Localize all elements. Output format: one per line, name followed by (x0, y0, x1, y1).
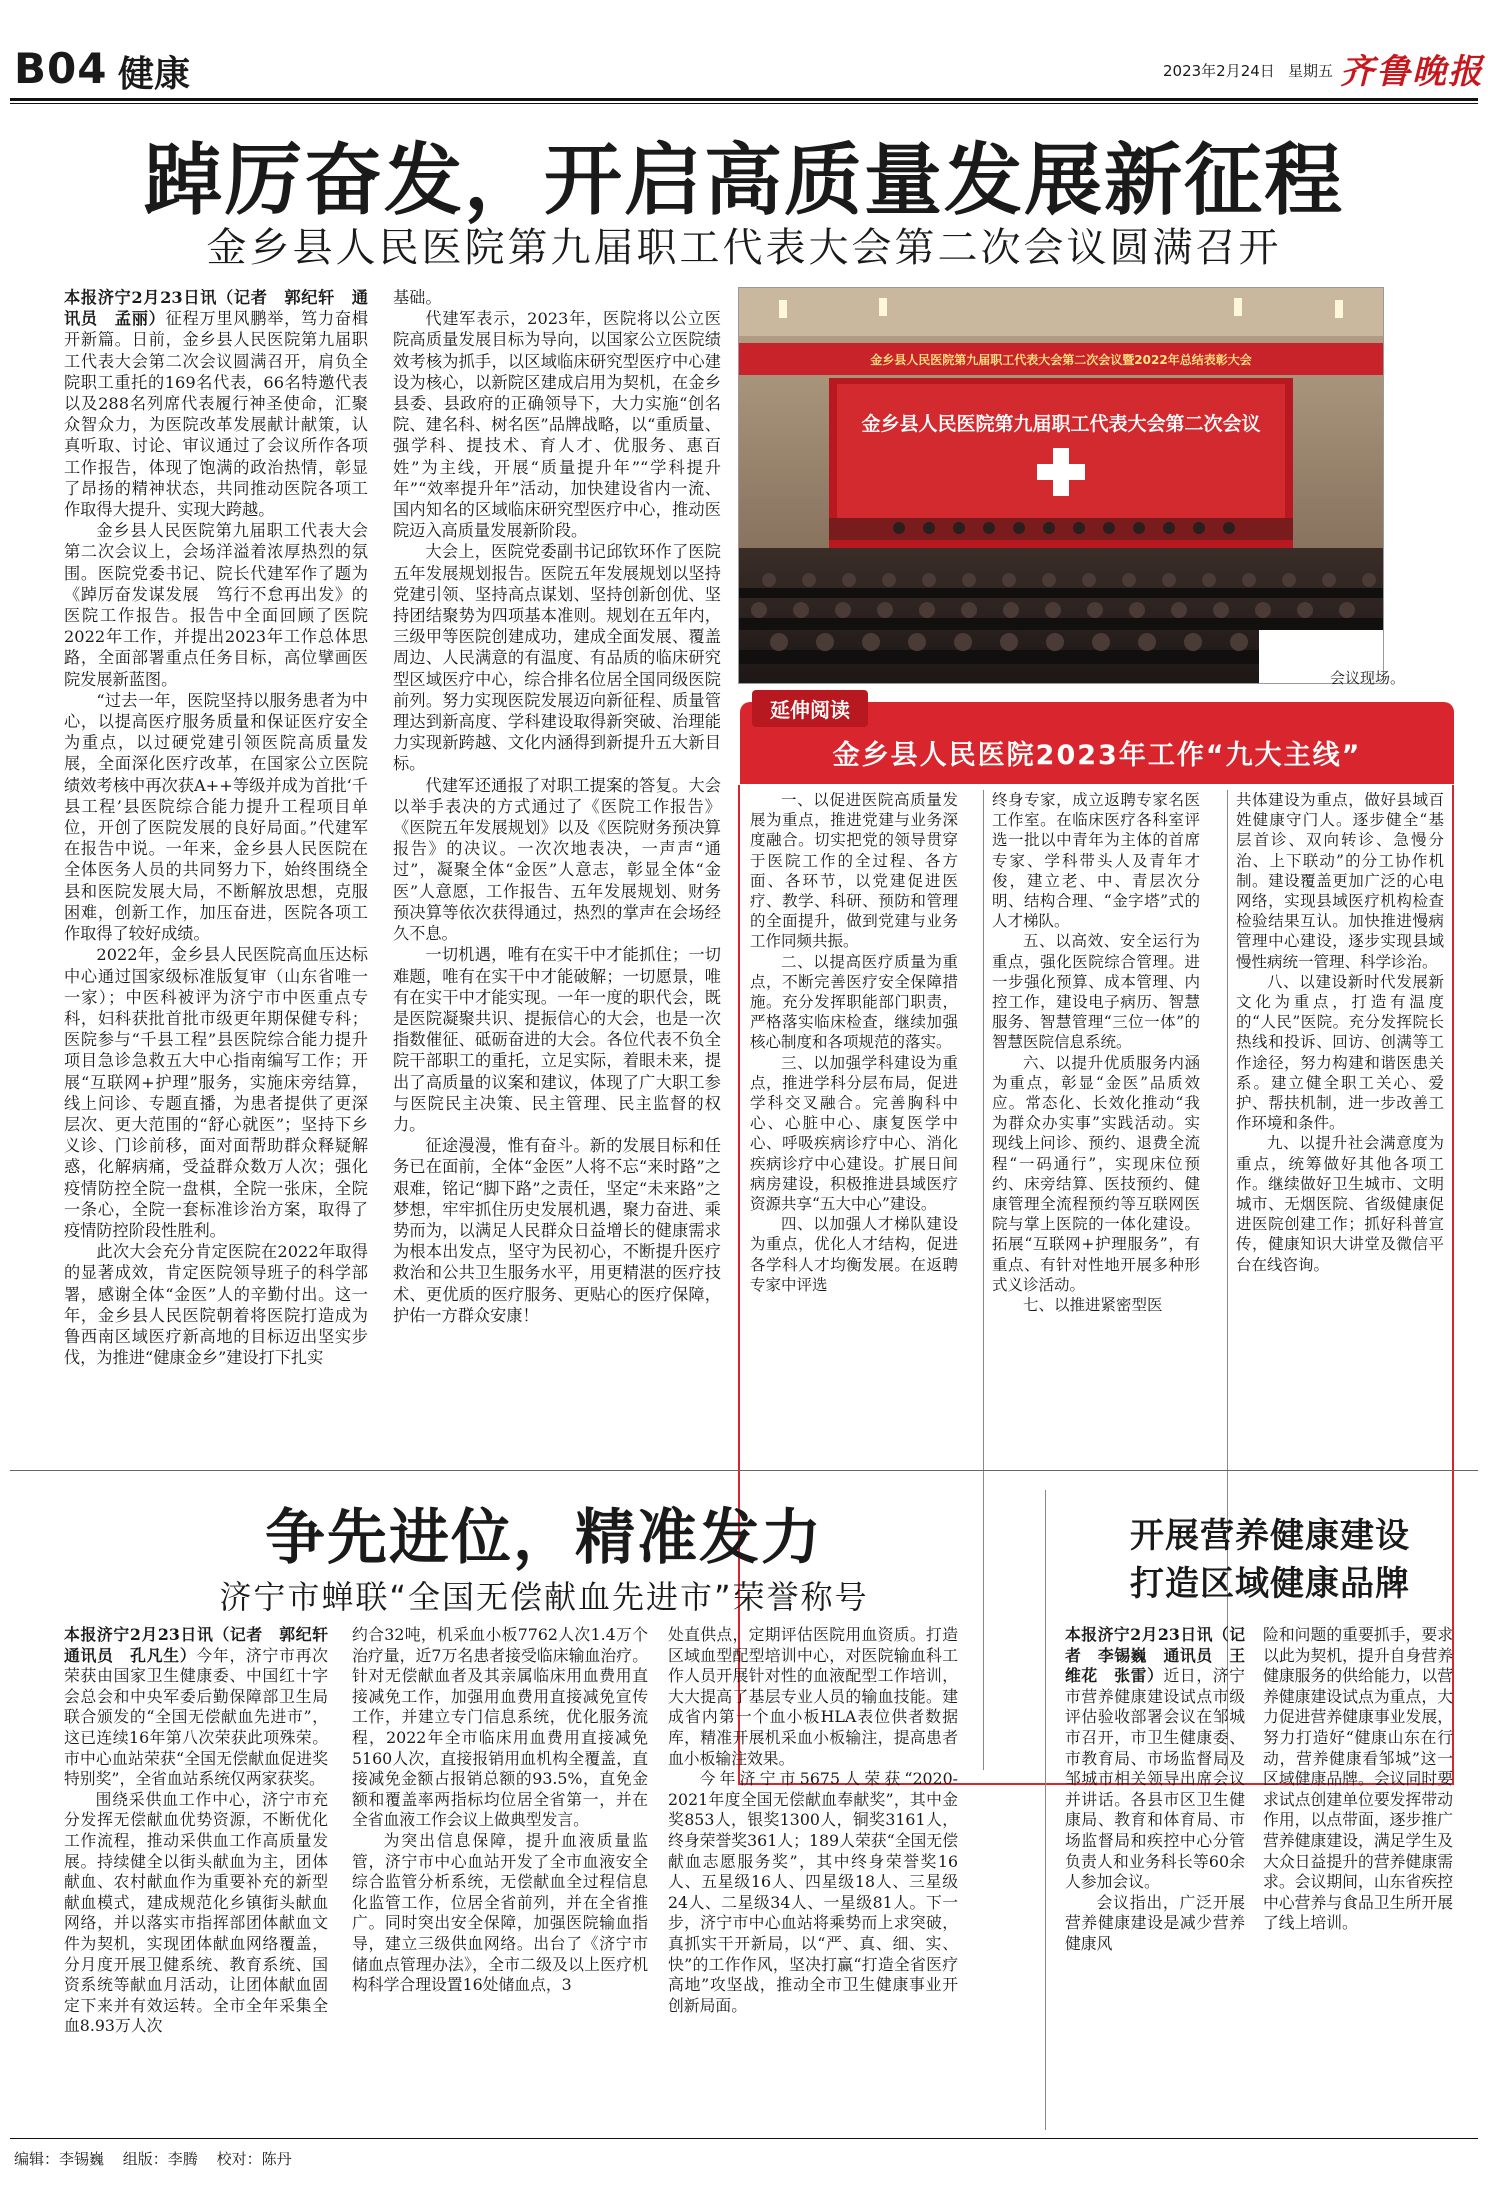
paper-logo: 齐鲁晚报 (1340, 52, 1484, 92)
article1-paragraph: 金乡县人民医院第九届职工代表大会第二次会议上，会场洋溢着浓厚热烈的氛围。医院党委书记、院长代建军作了题为《踔厉奋发谋发展 笃行不怠再出发》的医院工作报告。报告中全面回顾了医院2022年工作，并提出2023年工作总体思路，全面部署重点任务目标，高位擘画医院发展新蓝图。 (64, 521, 368, 689)
extended-reading-tag: 延伸阅读 (752, 690, 868, 727)
article1-paragraph: 大会上，医院党委副书记邱钦环作了医院五年发展规划报告。医院五年发展规划以坚持党建引领、坚持高点谋划、坚持创新创优、坚持团结聚势为四项基本准则。规划在五年内，三级甲等医院创建成功，建成全面发展、覆盖周边、人民满意的有温度、有品质的临床研究型区域医疗中心，综合排名位居全国同级医院前列。努力实现医院发展迈向新征程、质量管理达到新高度、学科建设取得新突破、治理能力实现新跨越、文化内涵得到新提升五大新目标。 (393, 542, 721, 774)
extended-reading-item: 三、以加强学科建设为重点，推进学科分层布局，促进学科交叉融合。完善胸科中心、心脏中心、康复医学中心、呼吸疾病诊疗中心、消化疾病诊疗中心建设。扩展日间病房建设，积极推进县域医疗资源共享“五大中心”建设。 (750, 1053, 958, 1214)
article3-title-line2: 打造区域健康品牌 (1130, 1564, 1410, 1604)
article2-column-3 (668, 1625, 958, 2016)
article1-paragraph: 此次大会充分肯定医院在2022年取得的显著成效，肯定医院领导班子的科学部署，感谢全体“金医”人的辛勤付出。这一年，金乡县人民医院朝着将医院打造成为鲁西南区域医疗新高地的目标迈出坚实步伐，为推进“健康金乡”建设打下扎实 (64, 1242, 368, 1368)
extended-reading-item: 终身专家，成立返聘专家名医工作室。在临床医疗各科室评选一批以中青年为主体的首席专家、学科带头人及青年才俊，建立老、中、青层次分明、结构合理、“金字塔”式的人才梯队。 (992, 791, 1200, 931)
section-divider (10, 1470, 1478, 1471)
extended-reading-title: 金乡县人民医院2023年工作“九大主线” (832, 740, 1362, 771)
page-code: B04 (14, 44, 108, 93)
column-divider (983, 790, 984, 1770)
extended-reading-item: 八、以建设新时代发展新文化为重点，打造有温度的“人民”医院。充分发挥院长热线和投诉、回访、创满等工作途径，努力构建和谐医患关系。建立健全职工关心、爱护、帮扶机制，进一步改善工作环境和条件。 (1236, 972, 1444, 1133)
column-divider (1045, 1490, 1046, 2130)
issue-weekday: 星期五 (1288, 62, 1334, 80)
article3-column-1 (1065, 1625, 1245, 1955)
extended-reading-item: 共体建设为重点，做好县域百姓健康守门人。逐步健全“基层首诊、双向转诊、急慢分治、上下联动”的分工协作机制。建设覆盖更加广泛的心电网络，实现县域医疗机构检查检验结果互认。加快推进慢病管理中心建设，逐步实现县域慢性病统一管理、科学诊治。 (1236, 791, 1444, 971)
article2-paragraph: 今年，济宁市再次荣获由国家卫生健康委、中国红十字会总会和中央军委后勤保障部卫生局联合颁发的“全国无偿献血先进市”，这已连续16年第八次荣获此项殊荣。市中心血站荣获“全国无偿献血促进奖特别奖”，全省血站系统仅两家获奖。 (64, 1645, 328, 1789)
article2-title: 争先进位，精准发力 (265, 1503, 823, 1573)
article1-subtitle: 金乡县人民医院第九届职工代表大会第二次会议圆满召开 (206, 225, 1282, 271)
article3-title-line1: 开展营养健康建设 (1130, 1516, 1410, 1556)
article2-paragraph: 处直供点，定期评估医院用血资质。打造区域血型配型培训中心，对医院输血科工作人员开展针对性的血液配型工作培训，大大提高了基层专业人员的输血技能。建成省内第一个血小板HLA表位供者数据库，精准开展机采血小板输注，提高患者血小板输注效果。 (668, 1625, 958, 1768)
footer-layout: 组版：李腾 (122, 2150, 198, 2168)
article1-byline: 本报济宁2月23日讯（记者 郭纪轩 通讯员 孟丽） (64, 288, 368, 329)
article3-column-2 (1263, 1625, 1453, 1934)
extended-reading-item: 五、以高效、安全运行为重点，强化医院综合管理。进一步强化预算、成本管理、内控工作，建设电子病历、智慧服务、智慧管理“三位一体”的智慧医院信息系统。 (992, 932, 1200, 1052)
article2-byline: 本报济宁2月23日讯（记者 郭纪轩 通讯员 孔凡生） (64, 1625, 344, 1665)
header-rule-thin (10, 103, 1478, 104)
meeting-photo (738, 287, 1384, 684)
footer-proof: 校对：陈丹 (216, 2150, 292, 2168)
article2-paragraph: 为突出信息保障，提升血液质量监管，济宁市中心血站开发了全市血液安全综合监管分析系统，无偿献血全过程信息化监管工作，位居全省前列，并在全省推广。同时突出安全保障，加强医院输血指导，建立三级供血网络。出台了《济宁市储血点管理办法》，全市二级及以上医疗机构科学合理设置16处储血点，3 (352, 1830, 648, 1995)
extended-reading-column-2 (992, 790, 1200, 1315)
article1-paragraph: 征途漫漫，惟有奋斗。新的发展目标和任务已在面前，全体“金医”人将不忘“来时路”之艰难，铭记“脚下路”之责任，坚定“未来路”之梦想，牢牢抓住历史发展机遇，聚力奋进、乘势而为，以满足人民群众日益增长的健康需求为根本出发点，坚守为民初心，不断提升医疗救治和公共卫生服务水平，用更精湛的医疗技术、更优质的医疗服务、更贴心的医疗保障，护佑一方群众安康！ (393, 1136, 721, 1325)
footer-credits (14, 2148, 306, 2169)
article1-paragraph: 2022年，金乡县人民医院高血压达标中心通过国家级标准版复审（山东省唯一一家）；中医科被评为济宁市中医重点专科，妇科获批首批市级更年期保健专科；医院参与“千县工程”县医院综合能力提升项目急诊急救五大中心指南编写工作；开展“互联网+护理”服务，实施床旁结算，线上问诊、专题直播，为患者提供了更深层次、更大范围的“舒心就医”；坚持下乡义诊、门诊前移，面对面帮助群众释疑解惑，化解病痛，受益群众数万人次；强化疫情防控全院一盘棋，全院一张床，全院一条心，全院一套标准诊治方案，取得了疫情防控阶段性胜利。 (64, 945, 368, 1240)
article1-paragraph: 征程万里风鹏举，笃力奋楫开新篇。日前，金乡县人民医院第九届职工代表大会第二次会议圆满召开，肩负全院职工重托的169名代表，66名特邀代表以及288名列席代表履行神圣使命，汇聚众智众力，为医院改革发展献计献策，认真听取、讨论、审议通过了会议所作各项工作报告，体现了饱满的政治热情，彰显了昂扬的精神状态，共同推动医院各项工作取得大提升、实现大跨越。 (64, 309, 369, 520)
header-rule (10, 98, 1478, 101)
article1-paragraph: 代建军还通报了对职工提案的答复。大会以举手表决的方式通过了《医院工作报告》《医院五年发展规划》以及《医院财务预决算报告》的决议。一次次地表决，一声声“通过”，凝聚全体“金医”人意志，彰显全体“金医”人意愿，工作报告、五年发展规划、财务预决算等依次获得通过，热烈的掌声在会场经久不息。 (393, 775, 721, 944)
article3-byline: 本报济宁2月23日讯（记者 李锡巍 通讯员 王维花 张雷） (1065, 1625, 1245, 1686)
article2-column-2 (352, 1625, 648, 1996)
article2-subtitle: 济宁市蝉联“全国无偿献血先进市”荣誉称号 (219, 1578, 869, 1616)
article1-title: 踔厉奋发，开启高质量发展新征程 (143, 136, 1344, 226)
article1-column-1 (64, 287, 368, 1368)
footer-editor: 编辑：李锡巍 (14, 2150, 105, 2168)
issue-date: 2023年2月24日 (1163, 62, 1275, 80)
extended-reading-item: 一、以促进医院高质量发展为重点，推进党建与业务深度融合。切实把党的领导贯穿于医院工作的全过程、各方面、各环节，以党建促进医疗、教学、科研、预防和管理的全面提升，做到党建与业务工作同频共振。 (750, 791, 958, 951)
extended-reading-column-3 (1236, 790, 1444, 1275)
photo-screen-text: 金乡县人民医院第九届职工代表大会第二次会议 (861, 413, 1261, 435)
extended-reading-column-1 (750, 790, 958, 1295)
extended-reading-item: 四、以加强人才梯队建设为重点，优化人才结构，促进各学科人才均衡发展。在返聘专家中评选 (750, 1215, 958, 1294)
article1-paragraph: “过去一年，医院坚持以服务患者为中心，以提高医疗服务质量和保证医疗安全为重点，以过硬党建引领医院高质量发展，全面深化医疗改革，在国家公立医院绩效考核中再次获A++等级并成为首批‘千县工程’县医院综合能力提升工程项目单位，开创了医院发展的良好局面。”代建军在报告中说。一年来，金乡县人民医院在全体医务人员的共同努力下，始终围绕全县和医院发展大局，不断解放思想，克服困难，创新工作，加压奋进，医院各项工作取得了较好成绩。 (64, 690, 368, 944)
footer-rule (10, 2138, 1478, 2139)
article1-paragraph: 一切机遇，唯有在实干中才能抓住；一切难题，唯有在实干中才能破解；一切愿景，唯有在实干中才能实现。一年一度的职代会，既是医院凝聚共识、提振信心的大会，也是一次指数催征、砥砺奋进的大会。各位代表不负全院干部职工的重托，立足实际，着眼未来，提出了高质量的议案和建议，体现了广大职工参与医院民主决策、民主管理、民主监督的权力。 (393, 945, 721, 1134)
article2-paragraph: 围绕采供血工作中心，济宁市充分发挥无偿献血优势资源，不断优化工作流程，推动采供血工作高质量发展。持续健全以街头献血为主，团体献血、农村献血作为重要补充的新型献血模式，建成规范化乡镇街头献血网络，并以落实市指挥部团体献血文件为契机，实现团体献血网络覆盖，分月度开展卫健系统、教育系统、国资系统等献血月活动，让团体献血固定下来并有效运转。全市全年采集全血8.93万人次 (64, 1789, 328, 2036)
extended-reading-item: 九、以提升社会满意度为重点，统筹做好其他各项工作。继续做好卫生城市、文明城市、无烟医院、省级健康促进医院创建工作；抓好科普宣传，健康知识大讲堂及微信平台在线咨询。 (1236, 1134, 1444, 1274)
article2-paragraph: 今年济宁市5675人荣获“2020-2021年度全国无偿献血奉献奖”，其中金奖853人，银奖1300人，铜奖3161人，终身荣誉奖361人；189人荣获“全国无偿献血志愿服务奖”，其中终身荣誉奖16人、五星级16人、四星级18人、三星级24人、二星级34人、一星级81人。下一步，济宁市中心血站将乘势而上求突破，真抓实干开新局，以“严、真、细、实、快”的工作作风，坚决打赢“打造全省医疗高地”攻坚战，推动全市卫生健康事业开创新局面。 (668, 1769, 958, 2015)
extended-reading-item: 七、以推进紧密型医 (1023, 1296, 1163, 1315)
photo-caption: 会议现场。 (1330, 669, 1406, 687)
article1-paragraph: 基础。 (393, 288, 442, 307)
article1-column-2 (393, 287, 721, 1326)
article3-paragraph: 险和问题的重要抓手，要求以此为契机，提升自身营养健康服务的供给能力，以营养健康建设试点为重点，大力促进营养健康事业发展，努力打造好“健康山东在行动，营养健康看邹城”这一区域健康品牌。会议同时要求试点创建单位要发挥带动作用，以点带面，逐步推广营养健康建设，满足学生及大众日益提升的营养健康需求。会议期间，山东省疾控中心营养与食品卫生所开展了线上培训。 (1263, 1625, 1453, 1933)
photo-banner-text: 金乡县人民医院第九届职工代表大会第二次会议暨2022年总结表彰大会 (870, 353, 1252, 367)
article3-paragraph: 会议指出，广泛开展营养健康建设是减少营养健康风 (1065, 1892, 1245, 1953)
article2-paragraph: 约合32吨，机采血小板7762人次1.4万个治疗量，近7万名患者接受临床输血治疗。针对无偿献血者及其亲属临床用血费用直接减免工作，加强用血费用直接减免宣传工作，并建立专门信息系统，优化服务流程，2022年全市临床用血费用直接减免5160人次，直接报销用血机构全覆盖，直接减免金额占报销总额的93.5%，直免金额和覆盖率两指标均位居全省第一，并在全省血液工作会议上做典型发言。 (352, 1625, 648, 1830)
section-name: 健康 (118, 54, 191, 95)
article1-paragraph: 代建军表示，2023年，医院将以公立医院高质量发展目标为导向，以国家公立医院绩效考核为抓手，以区域临床研究型医疗中心建设为核心，以新院区建成启用为契机，在金乡县委、县政府的正确领导下，大力实施“创名院、建名科、树名医”品牌战略，以“重质量、强学科、提技术、育人才、优服务、惠百姓”为主线，开展“质量提升年”“学科提升年”“效率提升年”活动，加快建设省内一流、国内知名的区域临床研究型医疗中心，推动医院迈入高质量发展新阶段。 (393, 309, 721, 541)
article2-column-1 (64, 1625, 344, 2037)
extended-reading-item: 六、以提升优质服务内涵为重点，彰显“金医”品质效应。常态化、长效化推动“我为群众办实事”实践活动。实现线上问诊、预约、退费全流程“一码通行”，实现床位预约、床旁结算、医技预约、健康管理全流程预约等互联网医院与掌上医院的一体化建设。拓展“互联网+护理服务”，有重点、有针对性地开展多种形式义诊活动。 (992, 1053, 1200, 1294)
article3-paragraph: 近日，济宁市营养健康建设试点市级评估验收部署会议在邹城市召开，市卫生健康委、市教育局、市场监督局及邹城市相关领导出席会议并讲话。各县市区卫生健康局、教育和体育局、市场监督局和疾控中心分管负责人和业务科长等60余人参加会议。 (1065, 1666, 1245, 1892)
extended-reading-item: 二、以提高医疗质量为重点，不断完善医疗安全保障措施。充分发挥职能部门职责，严格落实临床检查，继续加强核心制度和各项规范的落实。 (750, 952, 958, 1052)
column-divider (1227, 790, 1228, 1770)
meeting-photo-image (739, 288, 1383, 683)
